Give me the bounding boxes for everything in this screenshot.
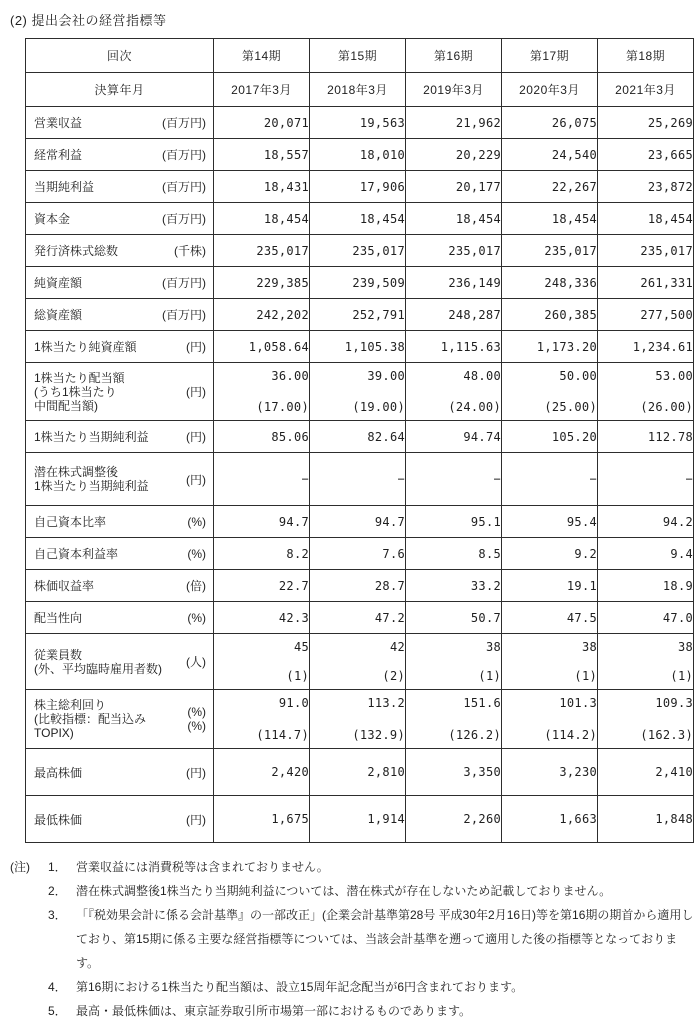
cell-value: 8.2 [214,538,310,570]
cell-value: 261,331 [598,267,694,299]
row-unit: (%) [187,719,206,733]
cell-value [310,363,406,421]
cell-value: 242,202 [214,299,310,331]
fiscal-month: 2018年3月 [310,73,406,107]
value: 38 [581,640,597,654]
cell-value: 42.3 [214,602,310,634]
cell-value: − [598,453,694,506]
cell-value [214,690,310,749]
row-label-cell [26,267,214,299]
cell-value: 95.1 [406,506,502,538]
table-row-ordinary-income [26,139,694,171]
row-label [34,698,146,740]
row-label: 自己資本利益率 [34,547,119,561]
row-unit-group [183,698,206,740]
period-header: 第18期 [598,39,694,73]
cell-value: 20,071 [214,107,310,139]
row-label: 総資産額 [34,308,83,322]
round-label: 回次 [26,39,214,73]
value: 109.3 [655,696,693,710]
row-unit: (百万円) [162,276,206,290]
cell-value [406,634,502,690]
row-unit: (%) [187,610,206,625]
note-item [48,879,698,903]
cell-value: 2,810 [310,749,406,796]
table-row-net-income [26,171,694,203]
row-label-cell [26,299,214,331]
row-unit: (千株) [174,244,206,258]
notes [10,855,698,1023]
header-round-row [26,39,694,73]
row-label [34,465,149,493]
row-unit: (百万円) [162,180,206,194]
table-row-highest-share-price [26,749,694,796]
row-label-cell [26,570,214,602]
row-label: 株価収益率 [34,579,95,593]
cell-value: 94.74 [406,421,502,453]
table-row-diluted-eps [26,453,694,506]
cell-value: 2,410 [598,749,694,796]
row-label-cell [26,538,214,570]
sub-value: (19.00) [352,400,405,414]
sub-value: (25.00) [544,400,597,414]
row-unit: (%) [187,546,206,561]
value: 36.00 [271,369,309,383]
cell-value: 18,454 [598,203,694,235]
value: 53.00 [655,369,693,383]
sub-value: (114.7) [256,728,309,742]
cell-value: 2,260 [406,796,502,843]
note-number: 3． [48,908,67,922]
financial-indicators-table [25,38,694,843]
row-label: 最高株価 [34,765,83,780]
cell-value: 9.4 [598,538,694,570]
cell-value: 7.6 [310,538,406,570]
cell-value: − [502,453,598,506]
row-label-line: 1株当たり当期純利益 [34,479,149,493]
row-label: 最低株価 [34,812,83,827]
sub-value: (24.00) [448,400,501,414]
cell-value: 47.5 [502,602,598,634]
row-label: 1株当たり当期純利益 [34,430,149,444]
row-label: 経常利益 [34,148,83,162]
cell-value: 2,420 [214,749,310,796]
sub-value: (126.2) [448,728,501,742]
cell-value: 17,906 [310,171,406,203]
note-number: 2． [48,884,67,898]
value: 91.0 [278,696,309,710]
cell-value: 3,230 [502,749,598,796]
cell-value: 94.7 [310,506,406,538]
sub-value: (17.00) [256,400,309,414]
row-label-cell [26,421,214,453]
cell-value [406,363,502,421]
row-unit: (百万円) [162,148,206,162]
note-number: 4． [48,980,67,994]
sub-value: (1) [670,669,693,683]
sub-value: (162.3) [640,728,693,742]
table-row-dividend-per-share [26,363,694,421]
row-label-cell [26,634,214,690]
table-row-lowest-share-price [26,796,694,843]
page-title: (2) 提出会社の経営指標等 [10,13,167,28]
row-label-line: TOPIX) [34,726,74,740]
cell-value: 1,663 [502,796,598,843]
note-text: 「『税効果会計に係る会計基準』の一部改正」(企業会計基準第28号 平成30年2月16日)等を第16期の期首から適用しており、第15期に係る主要な経営指標等については、当該会計基準を遡って適用した後の指標等となっております。 [76,908,694,970]
header-fiscal-row [26,73,694,107]
row-unit: (円) [186,812,206,827]
row-unit: (百万円) [162,212,206,226]
cell-value: 20,229 [406,139,502,171]
period-header: 第17期 [502,39,598,73]
note-item [48,999,698,1023]
row-label-cell [26,331,214,363]
fiscal-label: 決算年月 [26,73,214,107]
cell-value: 18,454 [310,203,406,235]
cell-value: 47.2 [310,602,406,634]
row-label: 純資産額 [34,276,83,290]
row-unit: (円) [186,430,206,444]
sub-value: (114.2) [544,728,597,742]
note-list [48,855,698,1023]
cell-value: − [310,453,406,506]
row-label-cell [26,203,214,235]
table-row-capital-stock [26,203,694,235]
row-label: 発行済株式総数 [34,244,119,258]
cell-value: 20,177 [406,171,502,203]
cell-value [214,634,310,690]
row-label-cell [26,506,214,538]
cell-value [502,690,598,749]
cell-value: − [214,453,310,506]
row-label [34,648,162,676]
cell-value: 22,267 [502,171,598,203]
row-label-line: (比較指標：配当込み [34,712,146,726]
cell-value: 235,017 [406,235,502,267]
note-text: 営業収益には消費税等は含まれておりません。 [76,860,329,874]
cell-value: 82.64 [310,421,406,453]
period-header: 第15期 [310,39,406,73]
table-row-employees [26,634,694,690]
cell-value: 18,557 [214,139,310,171]
value: 38 [677,640,693,654]
cell-value: 19.1 [502,570,598,602]
cell-value: 1,848 [598,796,694,843]
cell-value: 24,540 [502,139,598,171]
cell-value [502,634,598,690]
cell-value [310,690,406,749]
cell-value [598,690,694,749]
row-label-line: (外、平均臨時雇用者数) [34,661,162,676]
cell-value: 235,017 [502,235,598,267]
sub-value: (2) [382,669,405,683]
cell-value: 23,665 [598,139,694,171]
cell-value: 236,149 [406,267,502,299]
cell-value: 23,872 [598,171,694,203]
cell-value: 18.9 [598,570,694,602]
value: 101.3 [559,696,597,710]
row-label: 自己資本比率 [34,515,107,529]
value: 113.2 [367,696,405,710]
period-header: 第14期 [214,39,310,73]
value: 151.6 [463,696,501,710]
cell-value: 248,287 [406,299,502,331]
value: 45 [293,640,309,654]
value: 42 [389,640,405,654]
cell-value: 1,173.20 [502,331,598,363]
row-label-cell [26,796,214,843]
cell-value: 1,914 [310,796,406,843]
cell-value: 248,336 [502,267,598,299]
row-unit: (%) [187,514,206,529]
cell-value: 18,010 [310,139,406,171]
value: 50.00 [559,369,597,383]
row-unit: (%) [187,705,206,719]
row-unit: (倍) [186,579,206,593]
row-label-cell [26,363,214,421]
cell-value: 9.2 [502,538,598,570]
cell-value: 50.7 [406,602,502,634]
cell-value: 94.2 [598,506,694,538]
cell-value: 105.20 [502,421,598,453]
row-label-cell [26,602,214,634]
cell-value: 229,385 [214,267,310,299]
row-unit: (円) [186,472,206,487]
note-text: 最高・最低株価は、東京証券取引所市場第一部におけるものであります。 [76,1004,472,1018]
row-label-cell [26,139,214,171]
table-row-eps [26,421,694,453]
table-row-operating-revenue [26,107,694,139]
cell-value [214,363,310,421]
cell-value: 94.7 [214,506,310,538]
row-label-cell [26,690,214,749]
cell-value [598,634,694,690]
table-row-net-assets [26,267,694,299]
cell-value: 235,017 [598,235,694,267]
cell-value: 22.7 [214,570,310,602]
table-row-net-assets-per-share [26,331,694,363]
cell-value [502,363,598,421]
row-unit: (円) [186,385,206,399]
row-label-line: 株主総利回り [34,698,107,712]
note-number: 1． [48,860,67,874]
cell-value: 85.06 [214,421,310,453]
row-label-cell [26,749,214,796]
cell-value [406,690,502,749]
row-label: 営業収益 [34,116,83,130]
value: 48.00 [463,369,501,383]
table-row-per [26,570,694,602]
period-header: 第16期 [406,39,502,73]
note-text: 潜在株式調整後1株当たり当期純利益については、潜在株式が存在しないため記載しておりません。 [76,884,612,898]
cell-value: 26,075 [502,107,598,139]
cell-value: 28.7 [310,570,406,602]
fiscal-month: 2020年3月 [502,73,598,107]
row-label-cell [26,453,214,506]
sub-value: (26.00) [640,400,693,414]
row-unit: (円) [186,340,206,354]
row-label-line: 従業員数 [34,647,83,662]
value: 38 [485,640,501,654]
note-item [48,855,698,879]
note-item [48,903,698,975]
table-row-shares-issued [26,235,694,267]
cell-value: 1,675 [214,796,310,843]
row-label-cell [26,171,214,203]
cell-value: 1,234.61 [598,331,694,363]
cell-value: 112.78 [598,421,694,453]
cell-value: 8.5 [406,538,502,570]
cell-value: 260,385 [502,299,598,331]
cell-value: 18,431 [214,171,310,203]
cell-value: 1,058.64 [214,331,310,363]
row-label-line: (うち1株当たり [34,384,117,399]
cell-value: 277,500 [598,299,694,331]
cell-value: 19,563 [310,107,406,139]
cell-value: 235,017 [310,235,406,267]
note-number: 5． [48,1004,67,1018]
row-label: 1株当たり純資産額 [34,340,137,354]
cell-value: 1,115.63 [406,331,502,363]
cell-value: 18,454 [406,203,502,235]
row-label-cell [26,107,214,139]
cell-value: − [406,453,502,506]
row-unit: (人) [186,655,206,669]
note-mark: (注) [10,860,30,874]
cell-value [310,634,406,690]
table-row-total-shareholder-return [26,690,694,749]
cell-value: 33.2 [406,570,502,602]
note-text: 第16期における1株当たり配当額は、設立15周年記念配当が6円含まれております。 [76,980,524,994]
sub-value: (1) [286,669,309,683]
cell-value: 3,350 [406,749,502,796]
value: 39.00 [367,369,405,383]
sub-value: (132.9) [352,728,405,742]
sub-value: (1) [478,669,501,683]
row-unit: (百万円) [162,116,206,130]
row-unit: (百万円) [162,308,206,322]
row-label: 配当性向 [34,611,83,625]
row-label [34,371,125,413]
cell-value: 235,017 [214,235,310,267]
row-label-line: 中間配当額) [34,398,98,413]
fiscal-month: 2021年3月 [598,73,694,107]
row-label: 資本金 [34,212,71,226]
fiscal-month: 2017年3月 [214,73,310,107]
cell-value: 47.0 [598,602,694,634]
cell-value: 252,791 [310,299,406,331]
table-row-payout-ratio [26,602,694,634]
fiscal-month: 2019年3月 [406,73,502,107]
row-label-cell [26,235,214,267]
sub-value: (1) [574,669,597,683]
table-row-total-assets [26,299,694,331]
row-label-line: 1株当たり配当額 [34,370,125,385]
cell-value: 1,105.38 [310,331,406,363]
note-item [48,975,698,999]
cell-value: 18,454 [214,203,310,235]
cell-value [598,363,694,421]
cell-value: 21,962 [406,107,502,139]
cell-value: 239,509 [310,267,406,299]
cell-value: 95.4 [502,506,598,538]
table-row-roe [26,538,694,570]
row-label: 当期純利益 [34,180,95,194]
cell-value: 25,269 [598,107,694,139]
cell-value: 18,454 [502,203,598,235]
table-row-equity-ratio [26,506,694,538]
row-label-line: 潜在株式調整後 [34,465,119,479]
row-unit: (円) [186,765,206,780]
